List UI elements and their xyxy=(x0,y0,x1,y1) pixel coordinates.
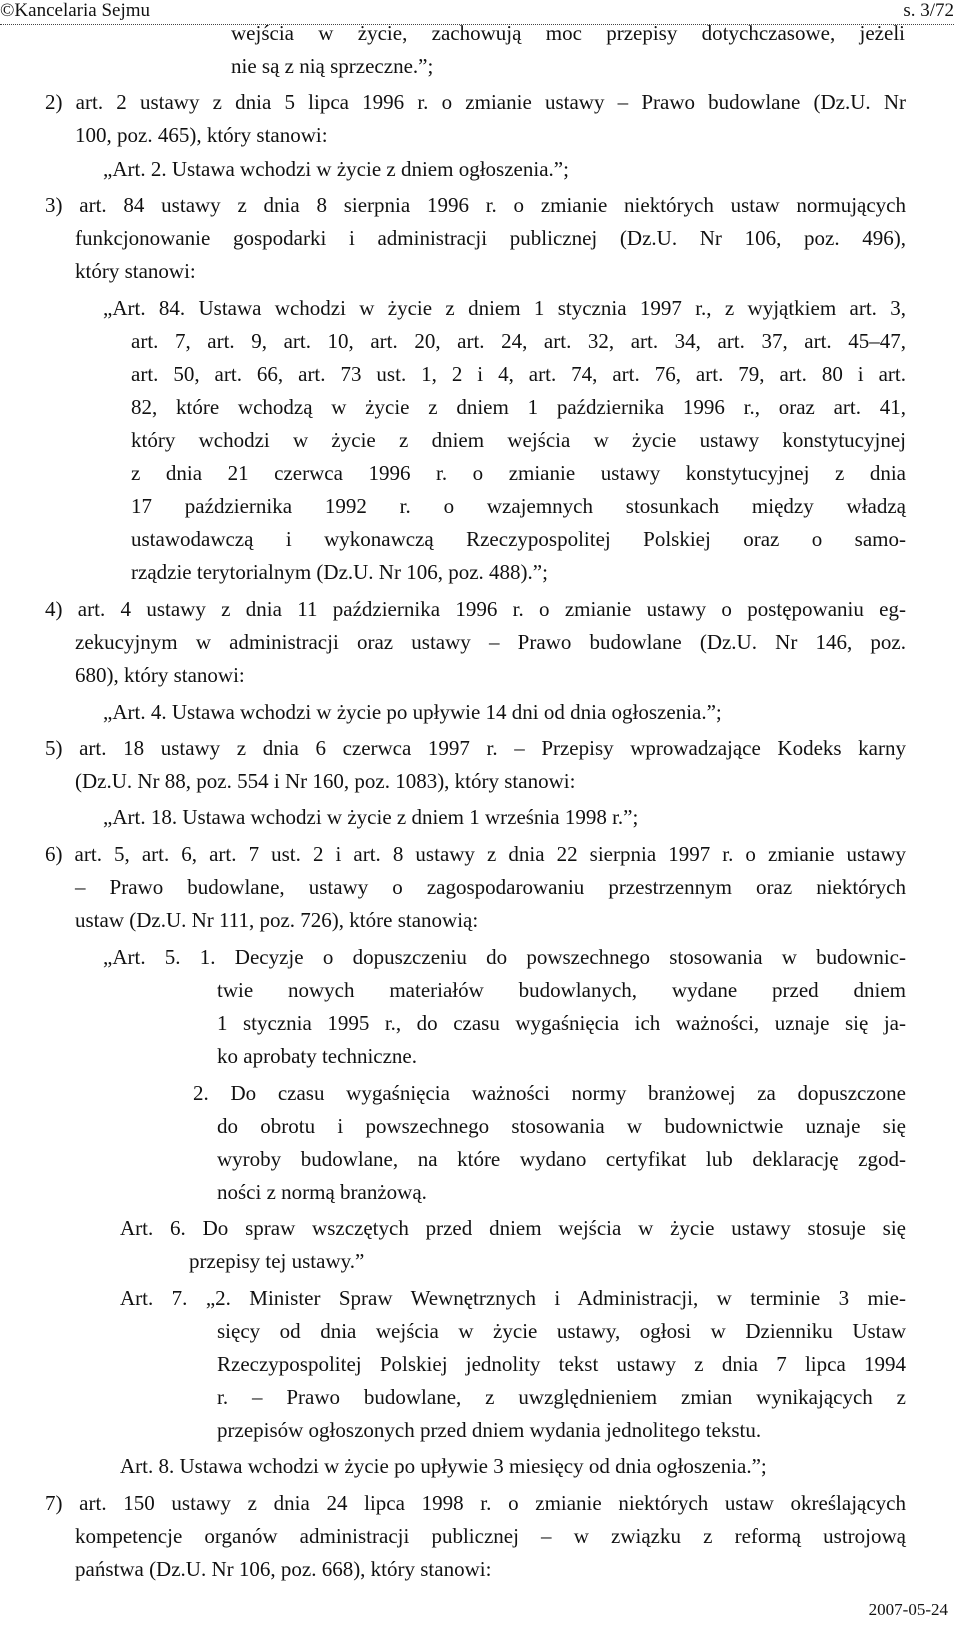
text-line: 5) art. 18 ustawy z dnia 6 czerwca 1997 r. – Przepisy wprowadzające Kodeks karny xyxy=(45,736,906,760)
text-line: 7) art. 150 ustawy z dnia 24 lipca 1998 r. o zmianie niektórych ustaw określających xyxy=(45,1491,906,1515)
text-line: ustaw (Dz.U. Nr 111, poz. 726), które stanowią: xyxy=(75,908,479,932)
text-line: „Art. 2. Ustawa wchodzi w życie z dniem ogłoszenia.”; xyxy=(103,157,569,181)
text-line: Art. 8. Ustawa wchodzi w życie po upływie 3 miesięcy od dnia ogłoszenia.”; xyxy=(120,1454,767,1478)
text-line: – Prawo budowlane, ustawy o zagospodarowaniu przestrzennym oraz niektórych xyxy=(75,875,906,899)
text-line: twie nowych materiałów budowlanych, wydane przed dniem xyxy=(217,978,906,1002)
text-line: wejścia w życie, zachowują moc przepisy dotychczasowe, jeżeli xyxy=(231,21,905,45)
text-line: przepisy tej ustawy.” xyxy=(189,1249,365,1273)
text-line: art. 50, art. 66, art. 73 ust. 1, 2 i 4, art. 74, art. 76, art. 79, art. 80 i art. xyxy=(131,362,906,386)
text-line: 1 stycznia 1995 r., do czasu wygaśnięcia ich ważności, uznaje się ja- xyxy=(217,1011,906,1035)
text-line: sięcy od dnia wejścia w życie ustawy, ogłosi w Dzienniku Ustaw xyxy=(217,1319,906,1343)
text-line: Art. 7. „2. Minister Spraw Wewnętrznych i Administracji, w terminie 3 mie- xyxy=(120,1286,906,1310)
text-line: który stanowi: xyxy=(75,259,196,283)
text-line: „Art. 84. Ustawa wchodzi w życie z dniem 1 stycznia 1997 r., z wyjątkiem art. 3, xyxy=(103,296,906,320)
text-line: do obrotu i powszechnego stosowania w budownictwie uznaje się xyxy=(217,1114,906,1138)
text-line: zekucyjnym w administracji oraz ustawy – Prawo budowlane (Dz.U. Nr 146, poz. xyxy=(75,630,906,654)
header-source: ©Kancelaria Sejmu xyxy=(0,0,151,21)
text-line: państwa (Dz.U. Nr 106, poz. 668), który stanowi: xyxy=(75,1557,492,1581)
text-line: kompetencje organów administracji publicznej – w związku z reformą ustrojową xyxy=(75,1524,906,1548)
text-line: przepisów ogłoszonych przed dniem wydania jednolitego tekstu. xyxy=(217,1418,762,1442)
footer-date: 2007-05-24 xyxy=(868,1600,948,1619)
text-line: funkcjonowanie gospodarki i administracji publicznej (Dz.U. Nr 106, poz. 496), xyxy=(75,226,906,250)
text-line: „Art. 4. Ustawa wchodzi w życie po upływie 14 dni od dnia ogłoszenia.”; xyxy=(103,700,722,724)
text-line: 17 października 1992 r. o wzajemnych stosunkach między władzą xyxy=(131,494,906,518)
text-line: który wchodzi w życie z dniem wejścia w życie ustawy konstytucyjnej xyxy=(131,428,906,452)
text-line: art. 7, art. 9, art. 10, art. 20, art. 24, art. 32, art. 34, art. 37, art. 45–47, xyxy=(131,329,906,353)
text-line: 82, które wchodzą w życie z dniem 1 października 1996 r., oraz art. 41, xyxy=(131,395,906,419)
text-line: r. – Prawo budowlane, z uwzględnieniem zmian wynikających z xyxy=(217,1385,906,1409)
text-line: (Dz.U. Nr 88, poz. 554 i Nr 160, poz. 1083), który stanowi: xyxy=(75,769,576,793)
text-line: „Art. 18. Ustawa wchodzi w życie z dniem 1 września 1998 r.”; xyxy=(103,805,639,829)
text-line: 2. Do czasu wygaśnięcia ważności normy branżowej za dopuszczone xyxy=(193,1081,906,1105)
text-line: Art. 6. Do spraw wszczętych przed dniem wejścia w życie ustawy stosuje się xyxy=(120,1216,906,1240)
text-line: ko aprobaty techniczne. xyxy=(217,1044,417,1068)
text-line: 3) art. 84 ustawy z dnia 8 sierpnia 1996 r. o zmianie niektórych ustaw normujących xyxy=(45,193,906,217)
text-line: nie są z nią sprzeczne.”; xyxy=(231,54,434,78)
text-line: „Art. 5. 1. Decyzje o dopuszczeniu do powszechnego stosowania w budownic- xyxy=(103,945,906,969)
text-line: Rzeczypospolitej Polskiej jednolity tekst ustawy z dnia 7 lipca 1994 xyxy=(217,1352,906,1376)
text-line: 6) art. 5, art. 6, art. 7 ust. 2 i art. 8 ustawy z dnia 22 sierpnia 1997 r. o zmianie ustawy xyxy=(45,842,906,866)
text-line: 2) art. 2 ustawy z dnia 5 lipca 1996 r. o zmianie ustawy – Prawo budowlane (Dz.U. Nr xyxy=(45,90,906,114)
text-line: ności z normą branżową. xyxy=(217,1180,427,1204)
text-line: ustawodawczą i wykonawczą Rzeczypospolitej Polskiej oraz o samo- xyxy=(131,527,906,551)
text-line: z dnia 21 czerwca 1996 r. o zmianie ustawy konstytucyjnej z dnia xyxy=(131,461,906,485)
header-page-number: s. 3/72 xyxy=(903,0,954,21)
text-line: 4) art. 4 ustawy z dnia 11 października 1996 r. o zmianie ustawy o postępowaniu eg- xyxy=(45,597,906,621)
text-line: 680), który stanowi: xyxy=(75,663,245,687)
text-line: wyroby budowlane, na które wydano certyfikat lub deklarację zgod- xyxy=(217,1147,906,1171)
text-line: rządzie terytorialnym (Dz.U. Nr 106, poz. 488).”; xyxy=(131,560,548,584)
text-line: 100, poz. 465), który stanowi: xyxy=(75,123,328,147)
